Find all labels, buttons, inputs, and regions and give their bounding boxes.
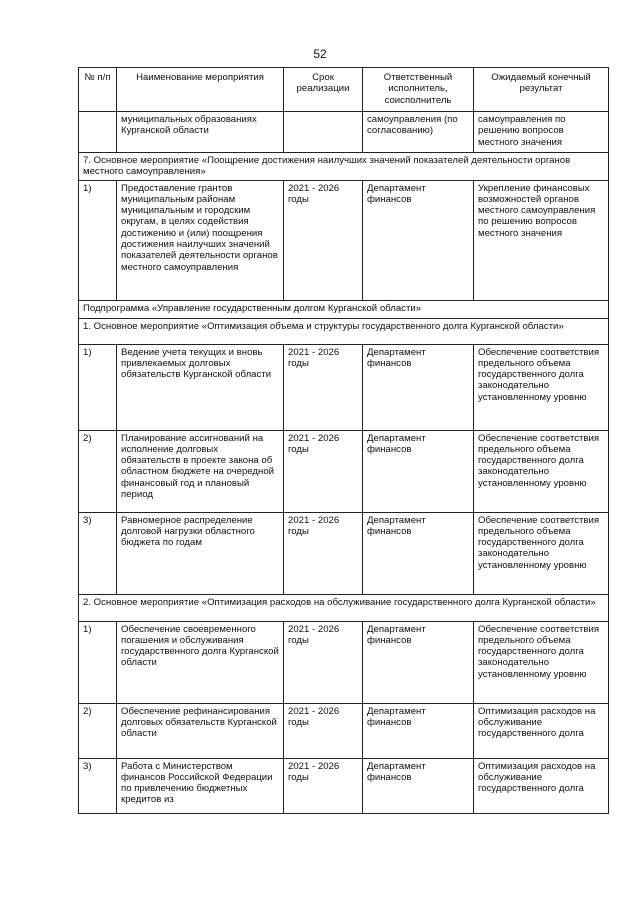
cell-num: 2) <box>79 703 117 758</box>
cell-responsible: Департамент финансов <box>363 703 474 758</box>
cell-name: Обеспечение рефинансирования долговых обязательств Курганской области <box>117 703 284 758</box>
cell-result: самоуправления по решению вопросов местного значения <box>474 112 609 153</box>
cell-responsible: Департамент финансов <box>363 512 474 594</box>
table-row <box>79 180 609 300</box>
cell-term: 2021 - 2026 годы <box>284 703 363 758</box>
cell-num: 3) <box>79 512 117 594</box>
header-num: № п/п <box>79 68 117 112</box>
cell-term: 2021 - 2026 годы <box>284 344 363 430</box>
section-heading: 1. Основное мероприятие «Оптимизация объема и структуры государственного долга Курганской области» <box>79 318 609 344</box>
section-row <box>79 318 609 344</box>
cell-result: Обеспечение соответствия предельного объема государственного долга законодательно установленному уровню <box>474 430 609 512</box>
table-row <box>79 758 609 813</box>
cell-term: 2021 - 2026 годы <box>284 758 363 813</box>
activities-table <box>78 67 609 814</box>
cell-result: Обеспечение соответствия предельного объема государственного долга законодательно установленному уровню <box>474 512 609 594</box>
cell-num: 3) <box>79 758 117 813</box>
cell-name: Предоставление грантов муниципальным районам муниципальным и городским округам, в целях содействия достижению и (или) поощрения достижения наилучших значений показателей деятельности органов местного самоуправления <box>117 180 284 300</box>
header-term: Срок реализации <box>284 68 363 112</box>
cell-term: 2021 - 2026 годы <box>284 621 363 703</box>
subprogram-heading: Подпрограмма «Управление государственным долгом Курганской области» <box>79 300 609 318</box>
table-row <box>79 430 609 512</box>
cell-result: Обеспечение соответствия предельного объема государственного долга законодательно установленному уровню <box>474 621 609 703</box>
section-heading: 7. Основное мероприятие «Поощрение достижения наилучших значений показателей деятельности органов местного самоуправления» <box>79 153 609 181</box>
header-responsible: Ответственный исполнитель, соисполнитель <box>363 68 474 112</box>
section-row <box>79 153 609 181</box>
section-heading: 2. Основное мероприятие «Оптимизация расходов на обслуживание государственного долга Курганской области» <box>79 594 609 621</box>
cell-result: Оптимизация расходов на обслуживание государственного долга <box>474 758 609 813</box>
table-row <box>79 703 609 758</box>
cell-responsible: самоуправления (по согласованию) <box>363 112 474 153</box>
cell-term: 2021 - 2026 годы <box>284 512 363 594</box>
table-row <box>79 112 609 153</box>
cell-name: Равномерное распределение долговой нагрузки областного бюджета по годам <box>117 512 284 594</box>
page-number: 52 <box>313 47 327 61</box>
cell-num <box>79 112 117 153</box>
cell-name: Ведение учета текущих и вновь привлекаемых долговых обязательств Курганской области <box>117 344 284 430</box>
cell-name: Планирование ассигнований на исполнение долговых обязательств в проекте закона об областном бюджете на очередной финансовый год и плановый период <box>117 430 284 512</box>
cell-term: 2021 - 2026 годы <box>284 430 363 512</box>
header-name: Наименование мероприятия <box>117 68 284 112</box>
cell-result: Укрепление финансовых возможностей органов местного самоуправления по решению вопросов местного значения <box>474 180 609 300</box>
cell-responsible: Департамент финансов <box>363 621 474 703</box>
cell-term <box>284 112 363 153</box>
cell-responsible: Департамент финансов <box>363 430 474 512</box>
cell-result: Оптимизация расходов на обслуживание государственного долга <box>474 703 609 758</box>
table-row <box>79 621 609 703</box>
cell-num: 2) <box>79 430 117 512</box>
cell-name: Обеспечение своевременного погашения и обслуживания государственного долга Курганской области <box>117 621 284 703</box>
section-row <box>79 594 609 621</box>
cell-num: 1) <box>79 180 117 300</box>
cell-name: муниципальных образованиях Курганской области <box>117 112 284 153</box>
cell-responsible: Департамент финансов <box>363 344 474 430</box>
table-header-row <box>79 68 609 112</box>
cell-num: 1) <box>79 621 117 703</box>
cell-result: Обеспечение соответствия предельного объема государственного долга законодательно установленному уровню <box>474 344 609 430</box>
header-result: Ожидаемый конечный результат <box>474 68 609 112</box>
table-row <box>79 512 609 594</box>
cell-term: 2021 - 2026 годы <box>284 180 363 300</box>
cell-name: Работа с Министерством финансов Российской Федерации по привлечению бюджетных кредитов из <box>117 758 284 813</box>
cell-responsible: Департамент финансов <box>363 180 474 300</box>
cell-responsible: Департамент финансов <box>363 758 474 813</box>
cell-num: 1) <box>79 344 117 430</box>
table-row <box>79 344 609 430</box>
subprogram-row <box>79 300 609 318</box>
